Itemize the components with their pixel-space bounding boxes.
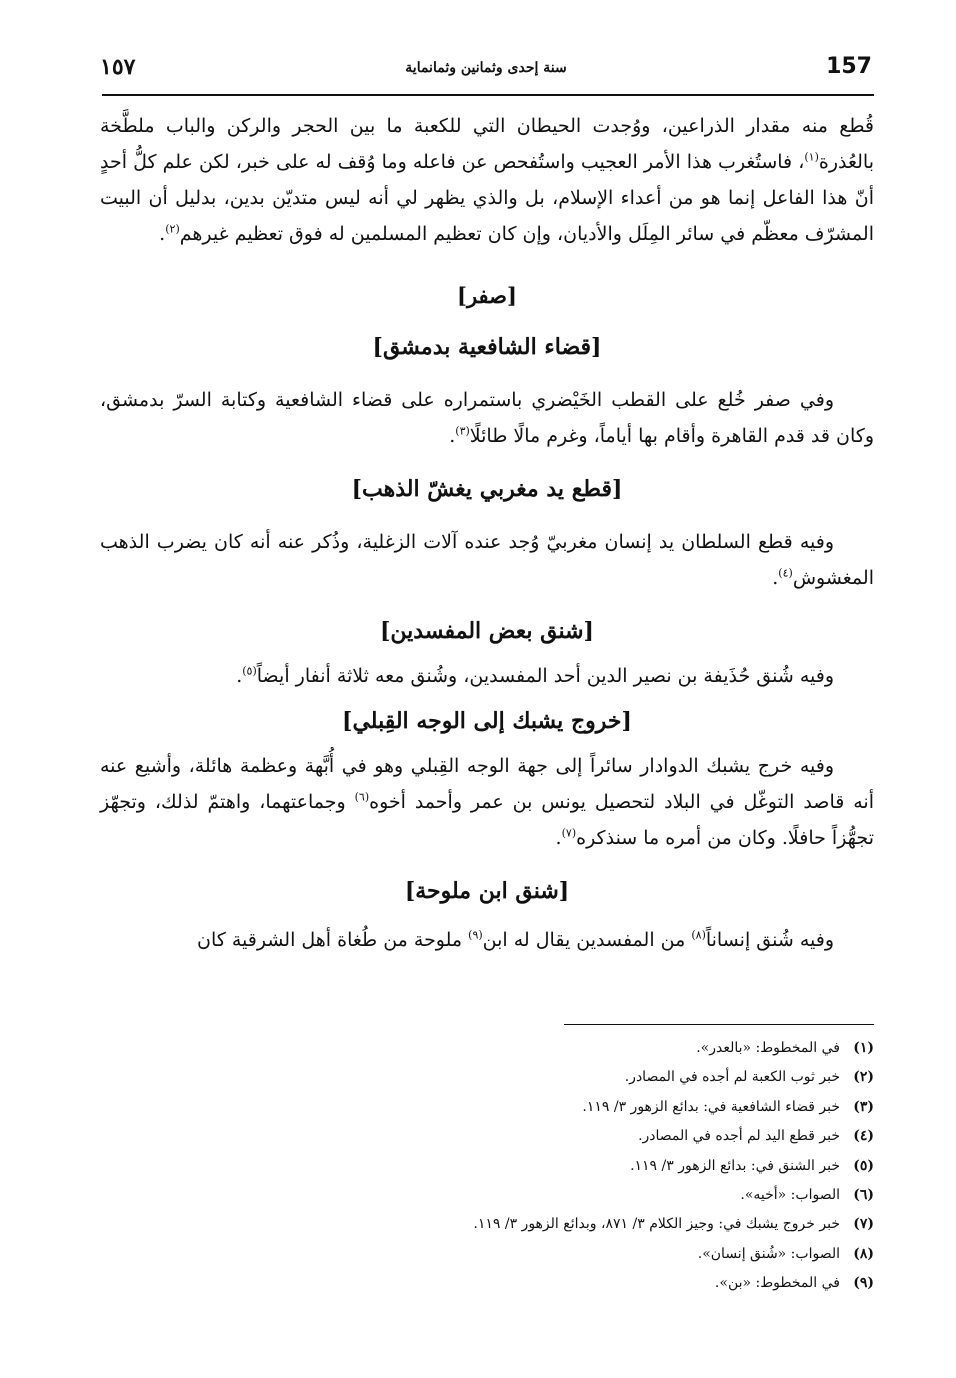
paragraph-text: . [555, 827, 562, 849]
section-paragraph [100, 922, 874, 958]
footnote-item [100, 1240, 874, 1269]
paragraph-text: وفيه شُنق حُذَيفة بن نصير الدين أحد المفسدين، وشُنق معه ثلاثة أنفار أيضاً [256, 665, 834, 687]
section-heading: [شنق بعض المفسدين] [380, 618, 594, 644]
footnote-number: (١) [853, 1040, 874, 1056]
footnote-text: الصواب: «أخيه». [740, 1187, 840, 1204]
paragraph-text: وفيه خرج يشبك الدوادار سائراً إلى جهة الوجه القِبلي وهو في أُبَّهة وعظمة هائلة، وأشيع عنه أنه قاصد التوغّل في البلاد لتحصيل يونس بن عمر وأحمد أخوه [100, 755, 874, 813]
footnote-text: خبر خروج يشبك في: وجيز الكلام ٣/ ٨٧١، وبدائع الزهور ٣/ ١١٩. [473, 1216, 840, 1233]
footnote-number: (٢) [853, 1069, 874, 1086]
page-number-arabic: ١٥٧ [100, 54, 136, 80]
footnotes-list [100, 1034, 874, 1299]
paragraph-text: . [449, 425, 456, 447]
footnote-separator [564, 1024, 874, 1025]
footnote-text: الصواب: «شُنق إنسان». [697, 1245, 840, 1262]
header-rule [102, 94, 874, 96]
footnote-text: خبر الشنق في: بدائع الزهور ٣/ ١١٩. [630, 1157, 840, 1174]
paragraph-continued [100, 108, 874, 252]
paragraph-text: وفي صفر خُلع على القطب الخَيْضري باستمراره على قضاء الشافعية وكتابة السرّ بدمشق، وكان قد قدم القاهرة وأقام بها أياماً، وغرم مالًا طائلًا [100, 389, 874, 447]
paragraph-text: من المفسدين يقال له ابن [482, 929, 692, 951]
section-heading: [شنق ابن ملوحة] [404, 878, 570, 904]
footnote-number: (٤) [853, 1128, 874, 1145]
running-header [100, 52, 872, 92]
paragraph-text: وفيه شُنق إنساناً [705, 929, 834, 951]
footnote-number: (٩) [853, 1275, 874, 1292]
paragraph-text: . [236, 665, 243, 687]
paragraph-text: ، فاستُغرب هذا الأمر العجيب واستُفحص عن فاعله وما وُقف له على خبر، لكن علم كلُّ أحدٍ أنّ هذا الفاعل إنما هو من أعداء الإسلام، بل والذي يظهر لي أنه ليس متديّن بدين، بدليل أن البيت المشرّف معظّم في سائر المِلَل والأديان، وإن كان تعظيم المسلمين له فوق تعظيم غيرهم [100, 151, 874, 245]
paragraph-text: وجماعتهما، واهتمّ لذلك، وتجهّز تجهُّزاً حافلًا. وكان من أمره ما سنذكره [100, 791, 874, 849]
main-text [100, 108, 874, 958]
footnote-ref: (١) [804, 150, 819, 164]
footnote-item [100, 1269, 874, 1298]
running-title: سنة إحدى وثمانين وثمانماية [405, 60, 567, 76]
footnote-item [100, 1181, 874, 1210]
footnote-item [100, 1093, 874, 1122]
footnote-item [100, 1063, 874, 1092]
footnote-ref: (٩) [468, 928, 483, 942]
month-heading: [صفر] [457, 283, 517, 308]
footnote-text: خبر قطع اليد لم أجده في المصادر. [638, 1128, 840, 1145]
footnote-text: في المخطوط: «بن». [714, 1275, 840, 1292]
section-heading: [خروج يشبك إلى الوجه القِبلي] [342, 708, 632, 734]
footnote-number: (٣) [853, 1098, 874, 1115]
footnote-ref: (٨) [691, 928, 706, 942]
footnote-ref: (٥) [242, 664, 257, 678]
footnote-text: خبر ثوب الكعبة لم أجده في المصادر. [624, 1069, 840, 1086]
paragraph-text: قُطع منه مقدار الذراعين، ووُجدت الحيطان التي للكعبة ما بين الحجر والركن والباب ملطَّخة بالعُذرة [100, 115, 874, 173]
footnote-text: خبر قضاء الشافعية في: بدائع الزهور ٣/ ١١٩. [582, 1098, 840, 1115]
footnote-item [100, 1034, 874, 1063]
section-paragraph [100, 748, 874, 856]
footnote-text: في المخطوط: «بالعدر». [696, 1040, 840, 1056]
footnote-ref: (٢) [165, 222, 180, 236]
section-heading: [قطع يد مغربي يغشّ الذهب] [351, 476, 623, 502]
footnote-item [100, 1210, 874, 1239]
section-paragraph [100, 382, 874, 454]
paragraph-text: . [159, 223, 166, 245]
section-paragraph [100, 658, 874, 694]
footnote-item [100, 1122, 874, 1151]
footnote-ref: (٤) [778, 566, 793, 580]
section-paragraph [100, 524, 874, 596]
page-number-latin: 157 [826, 54, 872, 79]
footnote-ref: (٧) [561, 826, 577, 840]
paragraph-text: وفيه قطع السلطان يد إنسان مغربيّ وُجد عنده آلات الزغلية، وذُكر عنه أنه كان يضرب الذهب المغشوش [100, 531, 874, 589]
footnote-number: (٨) [853, 1245, 874, 1262]
paragraph-text: ملوحة من طُغاة أهل الشرقية كان [197, 929, 469, 951]
section-heading: [قضاء الشافعية بدمشق] [372, 334, 602, 360]
footnote-ref: (٦) [354, 790, 370, 804]
footnote-item [100, 1152, 874, 1181]
footnote-number: (٥) [853, 1157, 874, 1174]
footnote-number: (٦) [853, 1187, 874, 1204]
footnote-ref: (٣) [455, 424, 470, 438]
footnote-number: (٧) [853, 1216, 874, 1233]
paragraph-text: . [772, 567, 779, 589]
